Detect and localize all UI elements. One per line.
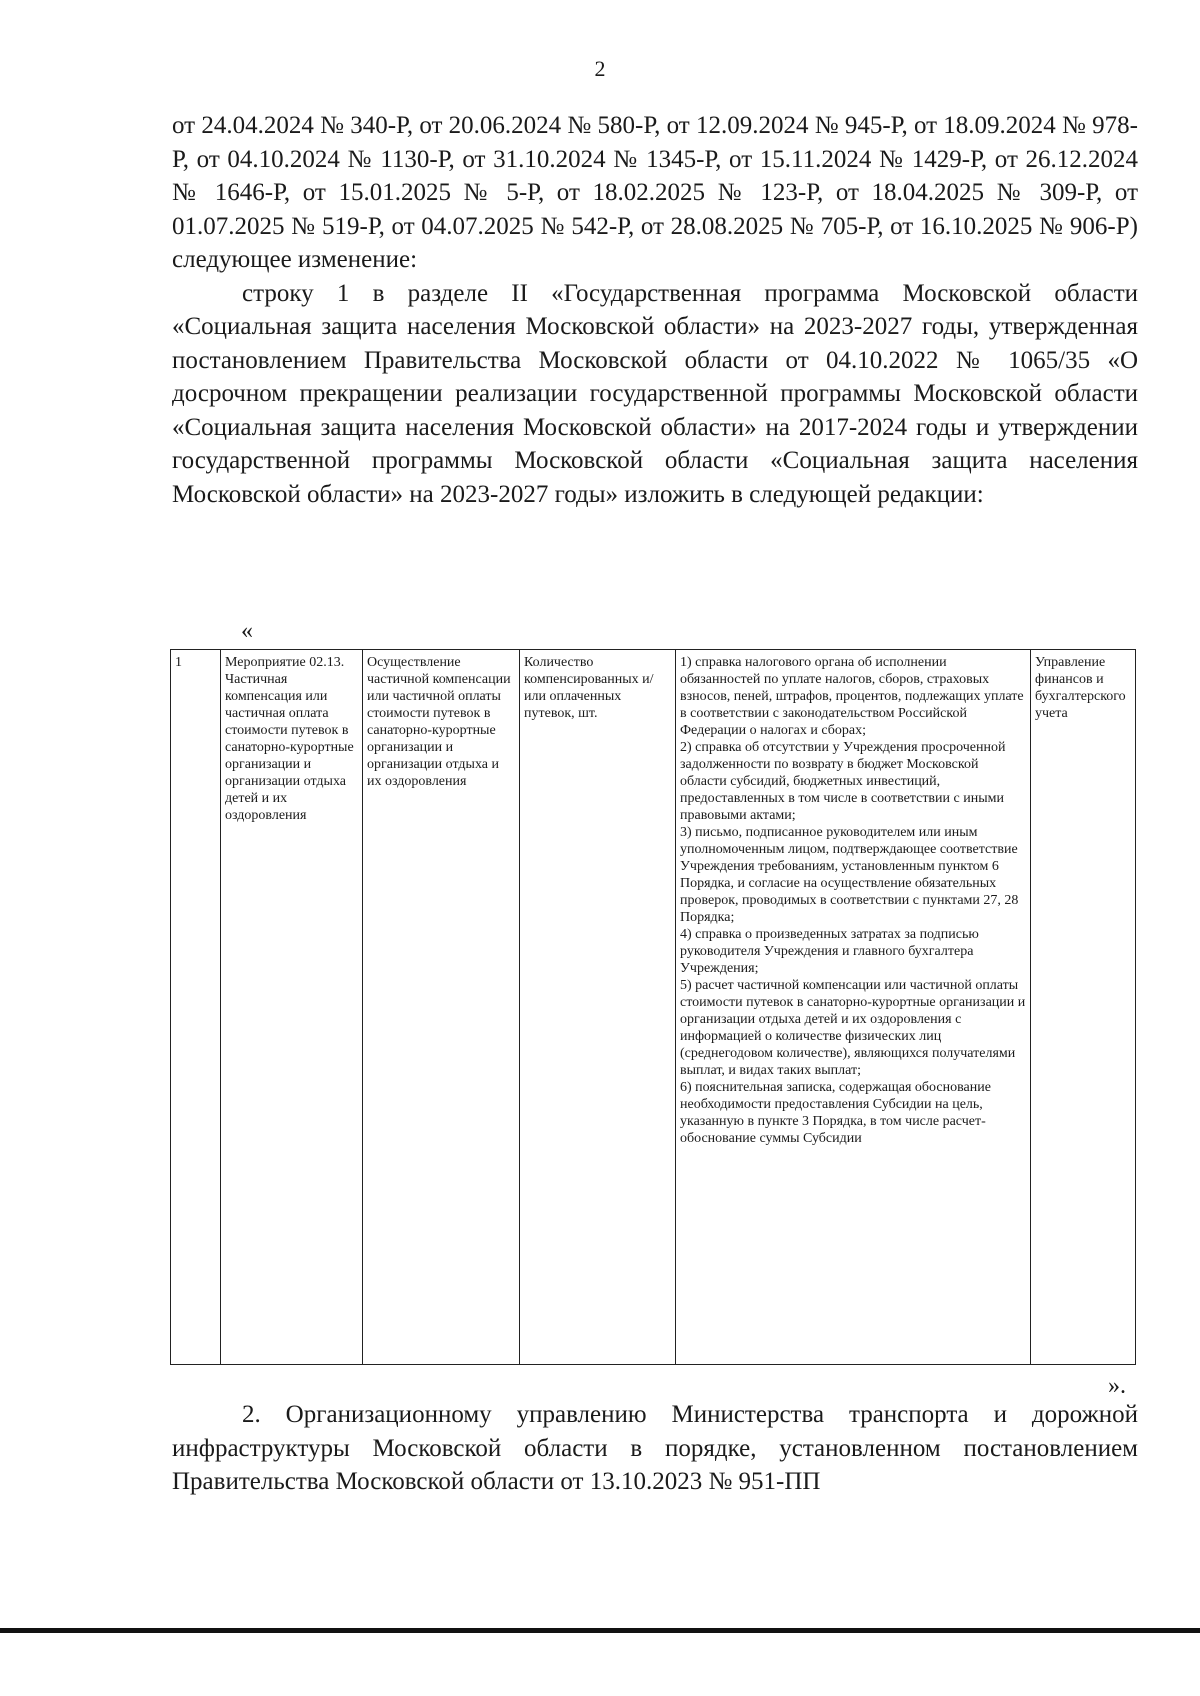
paragraph-text-instruction-2: 2. Организационному управлению Министерства транспорта и дорожной инфраструктуры Московской области в порядке, установленном постановлением Правительства Московской области от 13.10.2023 № 951-ПП: [172, 1401, 1138, 1495]
table-cell-row-number: 1: [171, 650, 221, 1365]
paragraph-text-edit-instruction: строку 1 в разделе II «Государственная программа Московской области «Социальная защита населения Московской области» на 2023-2027 годы, утвержденная постановлением Правительства Московской области от 04.10.2022 № 1065/35 «О досрочном прекращении реализации государственной программы Московской области «Социальная защита населения Московской области» на 2017-2024 годы и утверждении государственной программы Московской области «Социальная защита населения Московской области» на 2023-2027 годы» изложить в следующей редакции:: [172, 279, 1138, 508]
page-number: 2: [594, 56, 606, 81]
table-cell-implementation: Осуществление частичной компенсации или частичной оплаты стоимости путевок в санаторно-курортные организации и организации отдыха и их оздоровления: [363, 650, 520, 1365]
table-cell-event: Мероприятие 02.13. Частичная компенсация или частичная оплата стоимости путевок в санаторно-курортные организации и организации отдыха детей и их оздоровления: [221, 650, 363, 1365]
document-item: 4) справка о произведенных затратах за подписью руководителя Учреждения и главного бухгалтера Учреждения;: [680, 927, 979, 976]
body-paragraph-2: [172, 1398, 1138, 1499]
document-item: 6) пояснительная записка, содержащая обоснование необходимости предоставления Субсидии на цель, указанную в пункте 3 Порядка, в том числе расчет-обоснование суммы Субсидии: [680, 1080, 991, 1146]
program-table: [170, 649, 1136, 1365]
scan-bottom-edge: [0, 1628, 1200, 1633]
document-item: 2) справка об отсутствии у Учреждения просроченной задолженности по возврату в бюджет Московской области субсидий, бюджетных инвестиций, предоставленных в том числе в соответствии с иными правовыми актами;: [680, 740, 1006, 823]
table-cell-responsible: Управление финансов и бухгалтерского учета: [1031, 650, 1136, 1365]
document-item: 1) справка налогового органа об исполнении обязанностей по уплате налогов, сборов, страховых взносов, пеней, штрафов, процентов, подлежащих уплате в соответствии с законодательством Российской Федерации о налогах и сборах;: [680, 655, 1024, 738]
table-row: [171, 650, 1136, 1365]
opening-quote-mark: «: [241, 618, 253, 644]
body-paragraph-1: [172, 109, 1138, 511]
document-item: 5) расчет частичной компенсации или частичной оплаты стоимости путевок в санаторно-курортные организации и организации отдыха детей и их оздоровления с информацией о количестве физических лиц (среднегодовом количестве), являющихся получателями выплат, и видах таких выплат;: [680, 978, 1026, 1078]
paragraph-text-amendments: от 24.04.2024 № 340-Р, от 20.06.2024 № 580-Р, от 12.09.2024 № 945-Р, от 18.09.2024 № 978-Р, от 04.10.2024 № 1130-Р, от 31.10.2024 № 1345-Р, от 15.11.2024 № 1429-Р, от 26.12.2024 № 1646-Р, от 15.01.2025 № 5-Р, от 18.02.2025 № 123-Р, от 18.04.2025 № 309-Р, от 01.07.2025 № 519-Р, от 04.07.2025 № 542-Р, от 28.08.2025 № 705-Р, от 16.10.2025 № 906-Р) следующее изменение:: [172, 112, 1138, 273]
closing-quote-mark: ».: [1108, 1373, 1126, 1399]
table-cell-documents: [676, 650, 1031, 1365]
document-item: 3) письмо, подписанное руководителем или иным уполномоченным лицом, подтверждающее соответствие Учреждения требованиям, установленным пунктом 6 Порядка, и согласие на осуществление обязательных проверок, проводимых в соответствии с пунктами 27, 28 Порядка;: [680, 825, 1019, 925]
table-cell-indicator: Количество компенсированных и/или оплаченных путевок, шт.: [520, 650, 676, 1365]
